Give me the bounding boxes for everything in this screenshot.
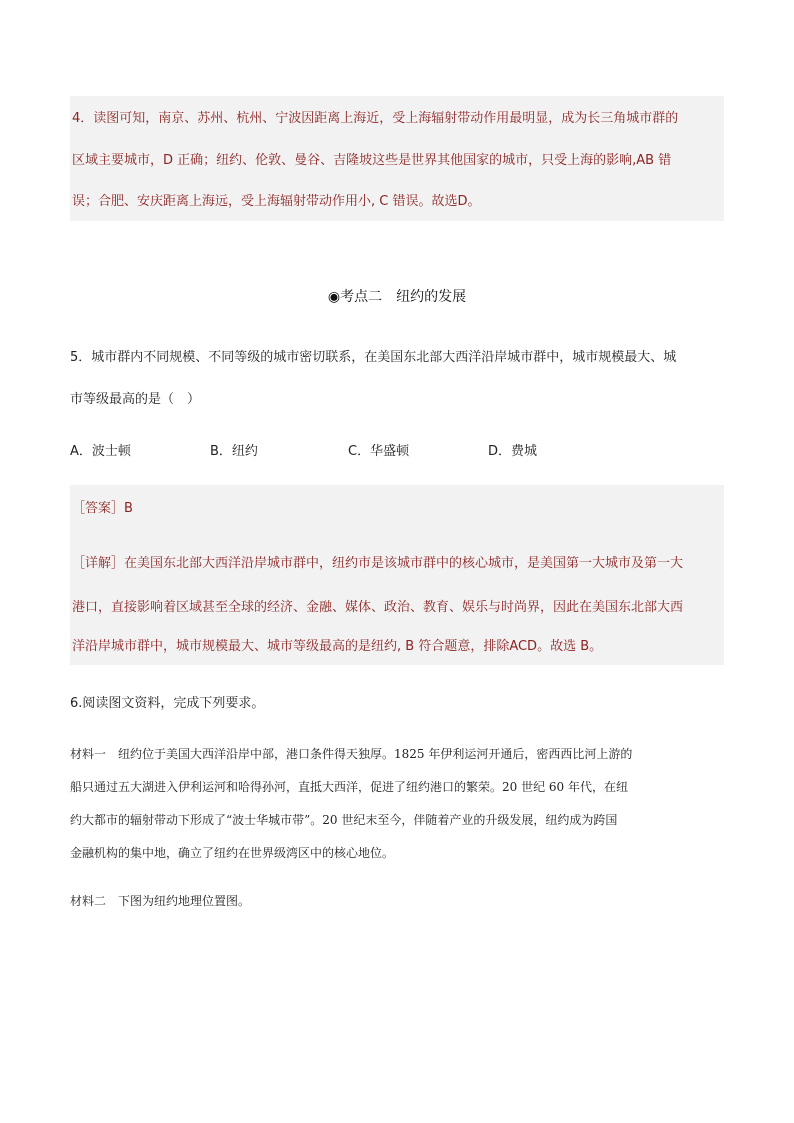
answer-5-detail-line-1: ［详解］在美国东北部大西洋沿岸城市群中，纽约市是该城市群中的核心城市，是美国第一大城市及第一大 (72, 556, 684, 571)
answer-5-detail-line-3: 洋沿岸城市群中，城市规模最大、城市等级最高的是纽约, B 符合题意，排除ACD。故选 B。 (72, 639, 603, 654)
question-5-line-1: 5．城市群内不同规模、不同等级的城市密切联系，在美国东北部大西洋沿岸城市群中，城市规模最大、城 (70, 350, 677, 365)
answer-4-block (70, 96, 724, 221)
question-6-intro: 6.阅读图文资料，完成下列要求。 (70, 696, 265, 711)
answer-5-detail-line-2: 港口，直接影响着区域甚至全球的经济、金融、媒体、政治、教育、娱乐与时尚界，因此在美国东北部大西 (72, 600, 684, 615)
option-b[interactable]: B．纽约 (210, 444, 258, 459)
answer-4-line-1: 4．读图可知，南京、苏州、杭州、宁波因距离上海近，受上海辐射带动作用最明显，成为长三角城市群的 (72, 111, 679, 126)
option-d[interactable]: D．费城 (488, 444, 538, 459)
option-c[interactable]: C．华盛顿 (348, 444, 410, 459)
material-1-line-3: 约大都市的辐射带动下形成了“波士华城市带”。20 世纪末至今，伴随着产业的升级发展，纽约成为跨国 (70, 813, 618, 827)
answer-4-line-3: 误；合肥、安庆距离上海远，受上海辐射带动作用小, C 错误。故选D。 (72, 194, 481, 209)
question-5-line-2: 市等级最高的是（ ） (70, 392, 201, 407)
option-a[interactable]: A．波士顿 (70, 444, 131, 459)
material-2: 材料二 下图为纽约地理位置图。 (70, 894, 251, 908)
answer-4-line-2: 区域主要城市，D 正确；纽约、伦敦、曼谷、吉隆坡这些是世界其他国家的城市，只受上海的影响,AB 错 (72, 153, 672, 168)
section-title: ◉考点二 纽约的发展 (327, 289, 467, 305)
material-1-line-2: 船只通过五大湖进入伊利运河和哈得孙河，直抵大西洋，促进了纽约港口的繁荣。20 世纪 60 年代，在纽 (70, 780, 628, 794)
material-1 (70, 738, 730, 870)
answer-5-block (70, 485, 724, 665)
material-1-line-1: 材料一 纽约位于美国大西洋沿岸中部，港口条件得天独厚。1825 年伊利运河开通后，密西西比河上游的 (70, 747, 633, 761)
answer-5-answer: ［答案］B (72, 501, 133, 516)
material-1-line-4: 金融机构的集中地，确立了纽约在世界级湾区中的核心地位。 (70, 846, 395, 860)
